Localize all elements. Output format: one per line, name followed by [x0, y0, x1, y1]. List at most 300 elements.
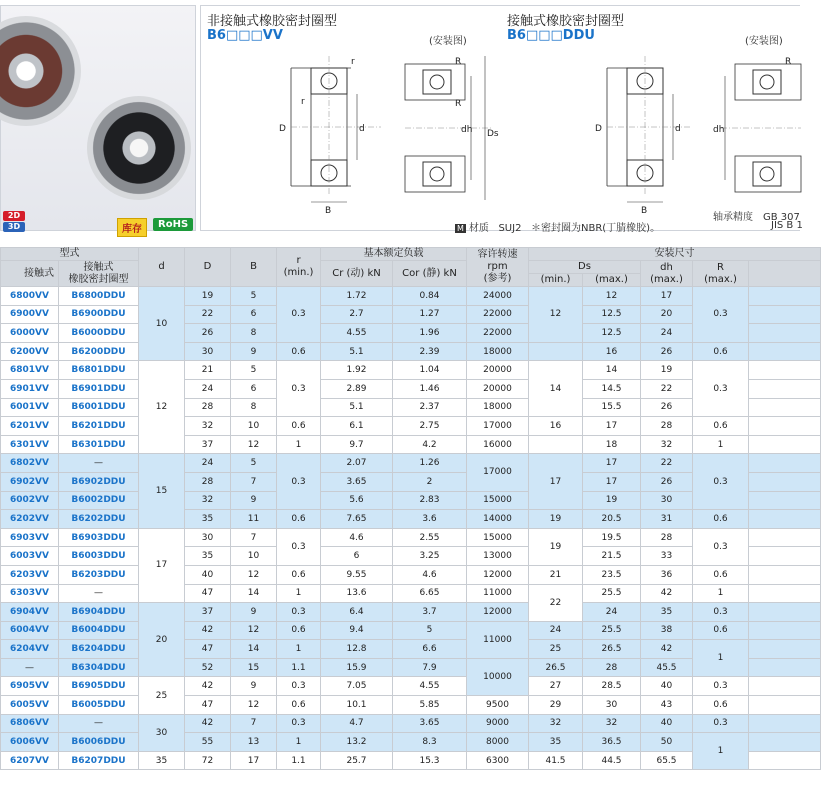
dim-label-D: D [279, 124, 286, 134]
table-cell: 0.3 [277, 677, 321, 696]
cell-model-ddu: B6304DDU [59, 658, 139, 677]
dim-label-d-contact: d [675, 124, 681, 134]
table-cell: 12.5 [583, 324, 641, 343]
table-cell: 7 [231, 472, 277, 491]
table-cell: 17000 [467, 454, 529, 491]
table-cell: 4.6 [393, 565, 467, 584]
table-cell: 31 [641, 510, 693, 529]
dim-label-dh: dh [461, 125, 473, 135]
table-cell: 7.65 [321, 510, 393, 529]
table-cell: 26.5 [583, 640, 641, 659]
table-cell: 14 [231, 584, 277, 603]
table-cell: 2.39 [393, 342, 467, 361]
badge-3d[interactable]: 3D [3, 222, 25, 232]
rohs-badge: RoHS [153, 218, 193, 231]
table-cell: 10000 [467, 658, 529, 695]
dim-label-R-contact: R [785, 57, 792, 67]
table-cell: 42 [185, 677, 231, 696]
table-cell: 2.7 [321, 305, 393, 324]
header-cor: Cor (静) kN [393, 261, 467, 287]
table-cell [749, 640, 821, 659]
table-cell: 5.85 [393, 696, 467, 715]
table-cell: 5 [393, 621, 467, 640]
table-cell [749, 287, 821, 306]
material-label: 材质 [468, 223, 489, 234]
table-cell: 1.92 [321, 361, 393, 380]
table-cell: 1 [277, 435, 321, 454]
table-cell: 0.6 [277, 342, 321, 361]
table-cell: 2.07 [321, 454, 393, 473]
table-cell: 12 [231, 696, 277, 715]
table-row [1, 565, 821, 584]
cad-badge[interactable] [3, 211, 25, 233]
table-cell: 36 [641, 565, 693, 584]
table-cell [749, 528, 821, 547]
table-row [1, 696, 821, 715]
table-cell: 24 [185, 379, 231, 398]
cell-model-ddu: B6202DDU [59, 510, 139, 529]
table-cell: 9500 [467, 696, 529, 715]
table-cell [749, 342, 821, 361]
table-cell: 0.3 [693, 714, 749, 733]
cell-model-ddu: — [59, 454, 139, 473]
table-cell: 25.5 [583, 621, 641, 640]
table-cell: 1.04 [393, 361, 467, 380]
cell-model-ddu: B6900DDU [59, 305, 139, 324]
table-cell: 15000 [467, 491, 529, 510]
table-cell: 14 [583, 361, 641, 380]
cell-model-ddu: B6203DDU [59, 565, 139, 584]
table-row [1, 733, 821, 752]
table-cell: 14.5 [583, 379, 641, 398]
table-row [1, 454, 821, 473]
table-cell: 41.5 [529, 751, 583, 770]
table-cell: 17 [529, 454, 583, 510]
table-cell: 8 [231, 398, 277, 417]
dim-label-B-contact: B [641, 206, 648, 216]
table-cell [749, 454, 821, 473]
table-cell: 18000 [467, 342, 529, 361]
table-cell: 10.1 [321, 696, 393, 715]
table-cell: 0.3 [277, 361, 321, 417]
table-row [1, 677, 821, 696]
table-cell [749, 472, 821, 491]
material-icon: M [457, 224, 464, 233]
table-cell: 1 [693, 435, 749, 454]
table-cell: 32 [529, 714, 583, 733]
table-cell: 36.5 [583, 733, 641, 752]
table-cell: 19 [185, 287, 231, 306]
table-cell [749, 658, 821, 677]
table-cell: 32 [185, 417, 231, 436]
table-cell: 26 [185, 324, 231, 343]
table-cell [749, 324, 821, 343]
table-cell: 19 [529, 510, 583, 529]
table-cell: 8.3 [393, 733, 467, 752]
table-cell [749, 398, 821, 417]
table-cell: 0.3 [277, 714, 321, 733]
noncontact-install-drawing [401, 46, 497, 216]
table-cell: 0.84 [393, 287, 467, 306]
table-cell: 5 [231, 361, 277, 380]
spec-table-wrap [0, 247, 820, 770]
table-cell: 22000 [467, 324, 529, 343]
noncontact-install-label: (安装图) [429, 36, 467, 47]
table-cell: 15.9 [321, 658, 393, 677]
table-cell: 3.65 [321, 472, 393, 491]
table-cell: 16 [583, 342, 641, 361]
table-cell [749, 547, 821, 566]
cell-model-vv: 6004VV [1, 621, 59, 640]
table-cell: 0.3 [693, 528, 749, 565]
contact-install-label: (安装图) [745, 36, 783, 47]
table-cell: 10 [231, 547, 277, 566]
table-cell: 4.55 [321, 324, 393, 343]
table-cell: 26 [641, 472, 693, 491]
table-cell: 0.3 [693, 454, 749, 510]
table-cell: 5.1 [321, 342, 393, 361]
table-row [1, 621, 821, 640]
cell-model-vv: 6005VV [1, 696, 59, 715]
table-cell: 0.3 [277, 528, 321, 565]
material-value: SUJ2 [498, 223, 522, 234]
cell-model-vv: 6000VV [1, 324, 59, 343]
table-cell: 21 [529, 565, 583, 584]
header-R: R (max.) [693, 261, 749, 287]
table-cell: 19 [529, 528, 583, 565]
header-r: r (min.) [277, 248, 321, 287]
cell-model-vv: 6200VV [1, 342, 59, 361]
cell-model-vv: 6003VV [1, 547, 59, 566]
table-cell: 30 [185, 528, 231, 547]
table-cell: 24 [529, 621, 583, 640]
table-cell: 12 [139, 361, 185, 454]
table-cell: 72 [185, 751, 231, 770]
table-cell: 28 [641, 528, 693, 547]
table-cell: 35 [185, 547, 231, 566]
table-cell: 12.5 [583, 305, 641, 324]
cell-model-ddu: B6207DDU [59, 751, 139, 770]
table-row [1, 510, 821, 529]
table-cell: 7 [231, 714, 277, 733]
dim-label-R-2: R [455, 99, 462, 109]
table-cell: 20 [139, 603, 185, 677]
table-cell: 2 [393, 472, 467, 491]
table-cell [749, 621, 821, 640]
table-cell: 12 [231, 565, 277, 584]
table-row [1, 528, 821, 547]
table-cell: 2.37 [393, 398, 467, 417]
header-load: 基本额定负载 [321, 248, 467, 261]
cell-model-ddu: — [59, 714, 139, 733]
table-cell: 9 [231, 342, 277, 361]
header-rpm: 容许转速 rpm (参考) [467, 248, 529, 287]
table-cell: 10 [139, 287, 185, 361]
table-cell: 13.2 [321, 733, 393, 752]
table-cell: 22 [185, 305, 231, 324]
header-d: d [139, 248, 185, 287]
cell-model-ddu: B6204DDU [59, 640, 139, 659]
cell-model-vv: 6802VV [1, 454, 59, 473]
table-cell: 5.1 [321, 398, 393, 417]
cell-model-ddu: B6905DDU [59, 677, 139, 696]
table-cell: 28 [185, 398, 231, 417]
table-cell: 21.5 [583, 547, 641, 566]
table-cell [529, 435, 583, 454]
table-cell: 0.3 [693, 287, 749, 343]
header-install: 安装尺寸 [529, 248, 821, 261]
spec-table [0, 247, 821, 770]
table-cell: 12 [231, 435, 277, 454]
table-cell: 15 [139, 454, 185, 528]
table-cell: 6.65 [393, 584, 467, 603]
table-cell: 1.26 [393, 454, 467, 473]
table-cell: 0.6 [693, 621, 749, 640]
table-cell: 0.6 [693, 510, 749, 529]
table-cell: 3.6 [393, 510, 467, 529]
dim-label-R-1: R [455, 57, 462, 67]
table-cell: 6300 [467, 751, 529, 770]
table-cell: 0.6 [277, 565, 321, 584]
table-cell: 1.96 [393, 324, 467, 343]
cell-model-ddu: B6800DDU [59, 287, 139, 306]
stock-badge: 库存 [117, 218, 147, 237]
table-cell [749, 733, 821, 752]
table-cell: 0.6 [277, 696, 321, 715]
table-cell: 40 [641, 714, 693, 733]
bearing-photo-ddu [87, 96, 191, 200]
cell-model-vv: 6001VV [1, 398, 59, 417]
table-cell [749, 565, 821, 584]
table-cell: 4.7 [321, 714, 393, 733]
cell-model-vv: 6904VV [1, 603, 59, 622]
table-row [1, 603, 821, 622]
table-cell: 19 [583, 491, 641, 510]
noncontact-section-drawing [271, 46, 391, 216]
cell-model-vv: — [1, 658, 59, 677]
cell-model-vv: 6902VV [1, 472, 59, 491]
table-cell: 0.6 [693, 696, 749, 715]
table-row [1, 435, 821, 454]
table-cell: 42 [185, 621, 231, 640]
table-cell: 28 [185, 472, 231, 491]
cell-model-vv: 6203VV [1, 565, 59, 584]
table-cell: 19 [641, 361, 693, 380]
cell-model-ddu: B6001DDU [59, 398, 139, 417]
table-cell: 19.5 [583, 528, 641, 547]
table-cell: 11000 [467, 584, 529, 603]
table-cell: 17 [583, 472, 641, 491]
table-cell [749, 435, 821, 454]
table-cell [749, 603, 821, 622]
table-cell [749, 696, 821, 715]
dim-label-B: B [325, 206, 332, 216]
product-photo-panel [0, 5, 196, 235]
table-cell: 7 [231, 528, 277, 547]
dim-label-r-1: r [351, 57, 355, 67]
table-cell: 25 [529, 640, 583, 659]
cell-model-vv: 6201VV [1, 417, 59, 436]
table-cell [749, 305, 821, 324]
table-cell: 5 [231, 454, 277, 473]
material-note [455, 219, 660, 234]
cell-model-ddu: B6901DDU [59, 379, 139, 398]
table-cell [749, 510, 821, 529]
table-cell: 1 [277, 584, 321, 603]
table-cell: 6 [231, 305, 277, 324]
table-cell: 22 [529, 584, 583, 621]
table-cell: 18000 [467, 398, 529, 417]
cell-model-vv: 6204VV [1, 640, 59, 659]
dim-label-Ds: Ds [487, 129, 499, 139]
table-cell: 25.7 [321, 751, 393, 770]
table-cell: 14 [529, 361, 583, 417]
header-ds: Ds [529, 261, 641, 274]
table-cell: 9 [231, 677, 277, 696]
cell-model-vv: 6202VV [1, 510, 59, 529]
table-cell: 37 [185, 435, 231, 454]
table-cell: 30 [583, 696, 641, 715]
table-cell: 4.55 [393, 677, 467, 696]
table-cell: 6.6 [393, 640, 467, 659]
table-cell: 12 [231, 621, 277, 640]
cell-model-vv: 6006VV [1, 733, 59, 752]
cell-model-vv: 6002VV [1, 491, 59, 510]
table-cell: 15000 [467, 528, 529, 547]
table-cell: 18 [583, 435, 641, 454]
cell-model-vv: 6801VV [1, 361, 59, 380]
table-cell: 12.8 [321, 640, 393, 659]
drawing-panel [200, 5, 803, 234]
table-cell: 25 [139, 677, 185, 714]
table-cell: 0.3 [693, 603, 749, 622]
cell-model-ddu: B6003DDU [59, 547, 139, 566]
table-cell: 33 [641, 547, 693, 566]
cell-model-ddu: B6301DDU [59, 435, 139, 454]
table-cell: 45.5 [641, 658, 693, 677]
header-ds-max: (max.) [583, 274, 641, 287]
table-cell: 37 [185, 603, 231, 622]
table-cell: 3.65 [393, 714, 467, 733]
seal-note: ＊密封圈为NBR(丁腈橡胶)。 [530, 223, 661, 234]
cell-model-vv: 6207VV [1, 751, 59, 770]
dim-label-D-contact: D [595, 124, 602, 134]
table-cell: 1 [277, 640, 321, 659]
table-cell: 13.6 [321, 584, 393, 603]
table-cell: 0.6 [277, 621, 321, 640]
table-cell: 22 [641, 379, 693, 398]
table-cell: 30 [641, 491, 693, 510]
table-cell: 2.55 [393, 528, 467, 547]
table-cell [749, 417, 821, 436]
cell-model-ddu: B6902DDU [59, 472, 139, 491]
table-cell: 14000 [467, 510, 529, 529]
table-cell: 9 [231, 491, 277, 510]
cell-model-ddu: B6002DDU [59, 491, 139, 510]
table-cell: 24 [641, 324, 693, 343]
header-ds-min: (min.) [529, 274, 583, 287]
table-cell: 42 [641, 640, 693, 659]
table-cell: 47 [185, 640, 231, 659]
table-cell [749, 584, 821, 603]
accuracy-note-2: JIS B 1 [771, 220, 803, 231]
table-cell: 1.1 [277, 751, 321, 770]
table-cell: 35 [185, 510, 231, 529]
table-cell: 6.1 [321, 417, 393, 436]
table-cell: 6.4 [321, 603, 393, 622]
cell-model-ddu: B6006DDU [59, 733, 139, 752]
header-model: 型式 [1, 248, 139, 261]
header-cr: Cr (动) kN [321, 261, 393, 287]
cell-model-vv: 6903VV [1, 528, 59, 547]
contact-code: B6□□□DDU [507, 28, 595, 43]
table-cell: 26.5 [529, 658, 583, 677]
table-cell: 15 [231, 658, 277, 677]
badge-2d[interactable]: 2D [3, 211, 25, 221]
table-cell: 8 [231, 324, 277, 343]
cell-model-ddu: — [59, 584, 139, 603]
table-cell: 15.3 [393, 751, 467, 770]
table-cell: 0.6 [693, 417, 749, 436]
table-cell: 4.2 [393, 435, 467, 454]
table-cell: 1.46 [393, 379, 467, 398]
cell-model-vv: 6301VV [1, 435, 59, 454]
table-cell: 0.6 [693, 565, 749, 584]
spec-table-body [1, 287, 821, 770]
table-cell: 7.05 [321, 677, 393, 696]
table-row [1, 640, 821, 659]
table-cell [749, 491, 821, 510]
table-cell: 24 [185, 454, 231, 473]
table-cell: 7.9 [393, 658, 467, 677]
noncontact-title: 非接触式橡胶密封圈型 [207, 14, 338, 29]
table-cell: 9000 [467, 714, 529, 733]
table-cell: 42 [185, 714, 231, 733]
table-cell: 35 [641, 603, 693, 622]
dim-label-dh-contact: dh [713, 125, 725, 135]
table-cell: 12 [583, 287, 641, 306]
table-cell: 32 [583, 714, 641, 733]
table-cell: 0.6 [693, 342, 749, 361]
accuracy-note: 轴承精度 GB 307 [713, 212, 800, 223]
table-cell: 11000 [467, 621, 529, 658]
table-cell: 9 [231, 603, 277, 622]
cell-model-vv: 6800VV [1, 287, 59, 306]
table-cell [749, 361, 821, 380]
table-cell: 30 [185, 342, 231, 361]
table-row [1, 584, 821, 603]
cell-model-vv: 6900VV [1, 305, 59, 324]
table-cell: 5.6 [321, 491, 393, 510]
table-cell: 40 [641, 677, 693, 696]
table-cell: 16 [529, 417, 583, 436]
table-cell: 28 [641, 417, 693, 436]
table-cell: 55 [185, 733, 231, 752]
table-cell: 47 [185, 584, 231, 603]
cell-model-vv: 6806VV [1, 714, 59, 733]
table-cell: 20000 [467, 379, 529, 398]
cell-model-ddu: B6904DDU [59, 603, 139, 622]
table-cell: 0.3 [277, 603, 321, 622]
table-cell: 2.83 [393, 491, 467, 510]
table-cell: 22 [641, 454, 693, 473]
header-noncontact: 接触式 [1, 261, 59, 287]
header-dh: dh (max.) [641, 261, 693, 287]
table-row [1, 361, 821, 380]
table-cell: 1 [693, 733, 749, 770]
table-cell: 21 [185, 361, 231, 380]
dim-label-d: d [359, 124, 365, 134]
